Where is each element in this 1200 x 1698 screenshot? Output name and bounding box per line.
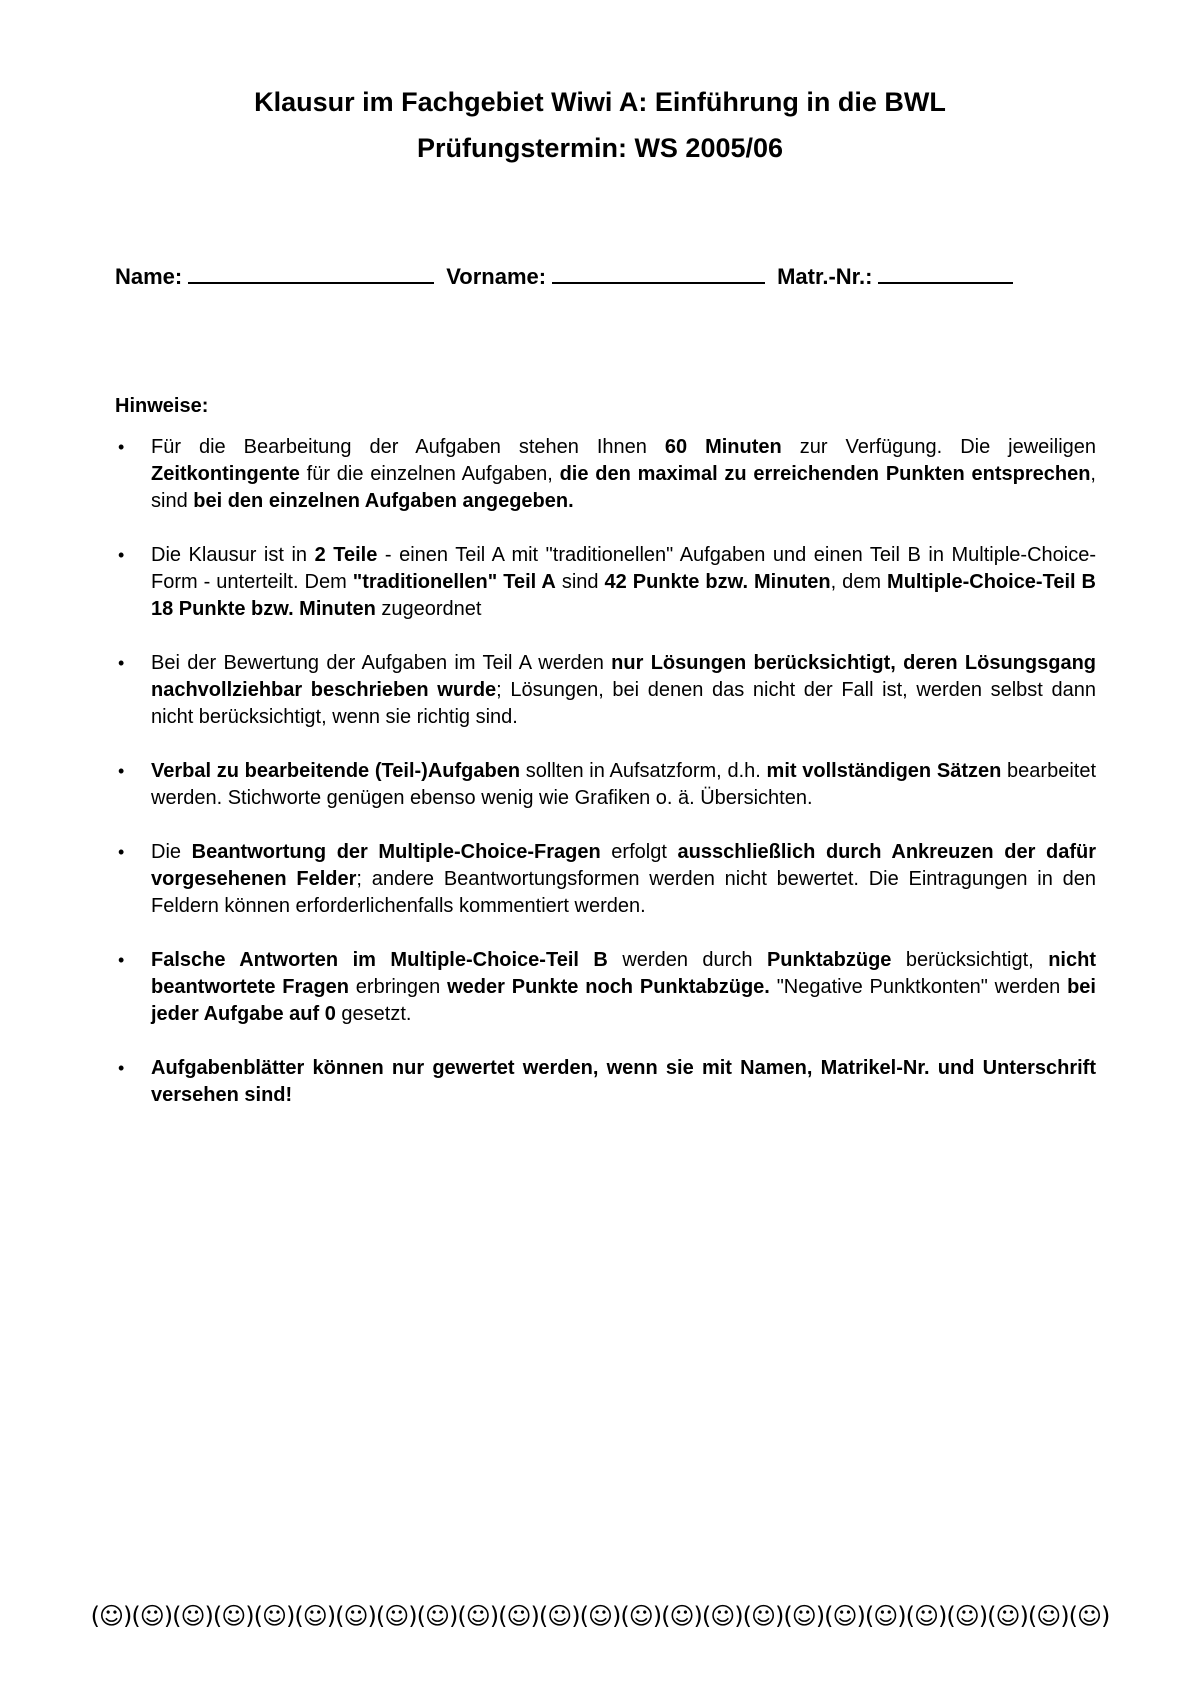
note-text: , dem: [830, 571, 888, 593]
note-emphasis: nur Lösungen berücksichtigt, deren Lösungsgang nachvollziehbar beschrieben wurde: [151, 652, 1097, 701]
note-text: berücksichtigt,: [891, 949, 1049, 971]
bullet-icon: •: [118, 842, 125, 862]
note-text: - einen Teil A mit "traditionellen" Aufgaben und einen Teil B in Multiple-Choice-Form - unterteilt. Dem: [151, 544, 1096, 593]
note-emphasis: Multiple-Choice-Teil B 18 Punkte bzw. Minuten: [151, 571, 1096, 620]
note-item: [115, 434, 1096, 515]
note-text: "Negative Punktkonten" werden: [769, 976, 1068, 998]
note-emphasis: mit vollständigen Sätzen: [766, 760, 1002, 782]
note-emphasis: Zeitkontingente: [151, 463, 300, 485]
note-emphasis: Falsche Antworten im Multiple-Choice-Teil B: [151, 949, 608, 971]
student-fields: [115, 262, 1013, 290]
note-emphasis: 2 Teile: [314, 544, 378, 566]
bullet-icon: •: [118, 1058, 125, 1078]
bullet-icon: •: [118, 437, 125, 457]
note-emphasis: Aufgabenblätter können nur gewertet werden, wenn sie mit Namen, Matrikel-Nr. und Unterschrift versehen sind!: [151, 1057, 1096, 1106]
matr-nr-field[interactable]: [878, 262, 1013, 284]
note-emphasis: weder Punkte noch Punktabzüge.: [447, 976, 770, 998]
note-text: bearbeitet werden. Stichworte genügen ebenso wenig wie Grafiken o. ä. Übersichten.: [151, 760, 1097, 809]
note-text: zur Verfügung. Die jeweiligen: [781, 436, 1097, 458]
name-field[interactable]: [188, 262, 434, 284]
note-item: [115, 758, 1096, 812]
note-emphasis: 60 Minuten: [664, 436, 782, 458]
note-emphasis: Verbal zu bearbeitende (Teil-)Aufgaben: [151, 760, 521, 782]
note-emphasis: die den maximal zu erreichenden Punkten entsprechen: [559, 463, 1091, 485]
note-emphasis: "traditionellen" Teil A: [352, 571, 556, 593]
smiley-row: (☺)(☺)(☺)(☺)(☺)(☺)(☺)(☺)(☺)(☺)(☺)(☺)(☺)(☺)(☺)(☺)(☺)(☺)(☺)(☺)(☺)(☺)(☺)(☺)(☺): [90, 1602, 1110, 1630]
note-item: [115, 650, 1096, 731]
note-text: erfolgt: [600, 841, 678, 863]
note-emphasis: bei den einzelnen Aufgaben angegeben.: [193, 490, 574, 512]
exam-date: Prüfungstermin: WS 2005/06: [416, 133, 784, 163]
bullet-icon: •: [118, 653, 125, 673]
notes-list: [115, 434, 1096, 1136]
vorname-label: Vorname:: [446, 264, 547, 289]
note-emphasis: 42 Punkte bzw. Minuten: [604, 571, 831, 593]
note-text: sollten in Aufsatzform, d.h.: [520, 760, 767, 782]
note-text: Für die Bearbeitung der Aufgaben stehen Ihnen: [151, 436, 665, 458]
note-text: erbringen: [348, 976, 448, 998]
bullet-icon: •: [118, 545, 125, 565]
note-text: für die einzelnen Aufgaben,: [299, 463, 560, 485]
exam-title: Klausur im Fachgebiet Wiwi A: Einführung in die BWL: [254, 87, 946, 117]
note-item: [115, 542, 1096, 623]
note-text: gesetzt.: [335, 1003, 412, 1025]
note-text: Die Klausur ist in: [151, 544, 315, 566]
note-emphasis: bei jeder Aufgabe auf 0: [151, 976, 1096, 1025]
note-item: [115, 839, 1096, 920]
note-text: sind: [555, 571, 605, 593]
note-text: ; andere Beantwortungsformen werden nicht bewertet. Die Eintragungen in den Feldern können erforderlichenfalls kommentiert werden.: [151, 868, 1097, 917]
bullet-icon: •: [118, 950, 125, 970]
note-text: zugeordnet: [375, 598, 482, 620]
name-label: Name:: [115, 264, 183, 289]
notes-heading: Hinweise:: [115, 395, 209, 417]
note-item: [115, 1055, 1096, 1109]
note-text: ; Lösungen, bei denen das nicht der Fall ist, werden selbst dann nicht berücksichtigt, wenn sie richtig sind.: [151, 679, 1096, 728]
note-emphasis: ausschließlich durch Ankreuzen der dafür vorgesehenen Felder: [151, 841, 1096, 890]
note-emphasis: Punktabzüge: [766, 949, 892, 971]
vorname-field[interactable]: [552, 262, 765, 284]
bullet-icon: •: [118, 761, 125, 781]
note-text: Die: [151, 841, 192, 863]
note-emphasis: Beantwortung der Multiple-Choice-Fragen: [191, 841, 601, 863]
note-text: werden durch: [607, 949, 767, 971]
note-item: [115, 947, 1096, 1028]
note-text: , sind: [151, 463, 1096, 512]
matr-nr-label: Matr.-Nr.:: [777, 264, 873, 289]
note-text: Bei der Bewertung der Aufgaben im Teil A werden: [151, 652, 612, 674]
note-emphasis: nicht beantwortete Fragen: [151, 949, 1096, 998]
